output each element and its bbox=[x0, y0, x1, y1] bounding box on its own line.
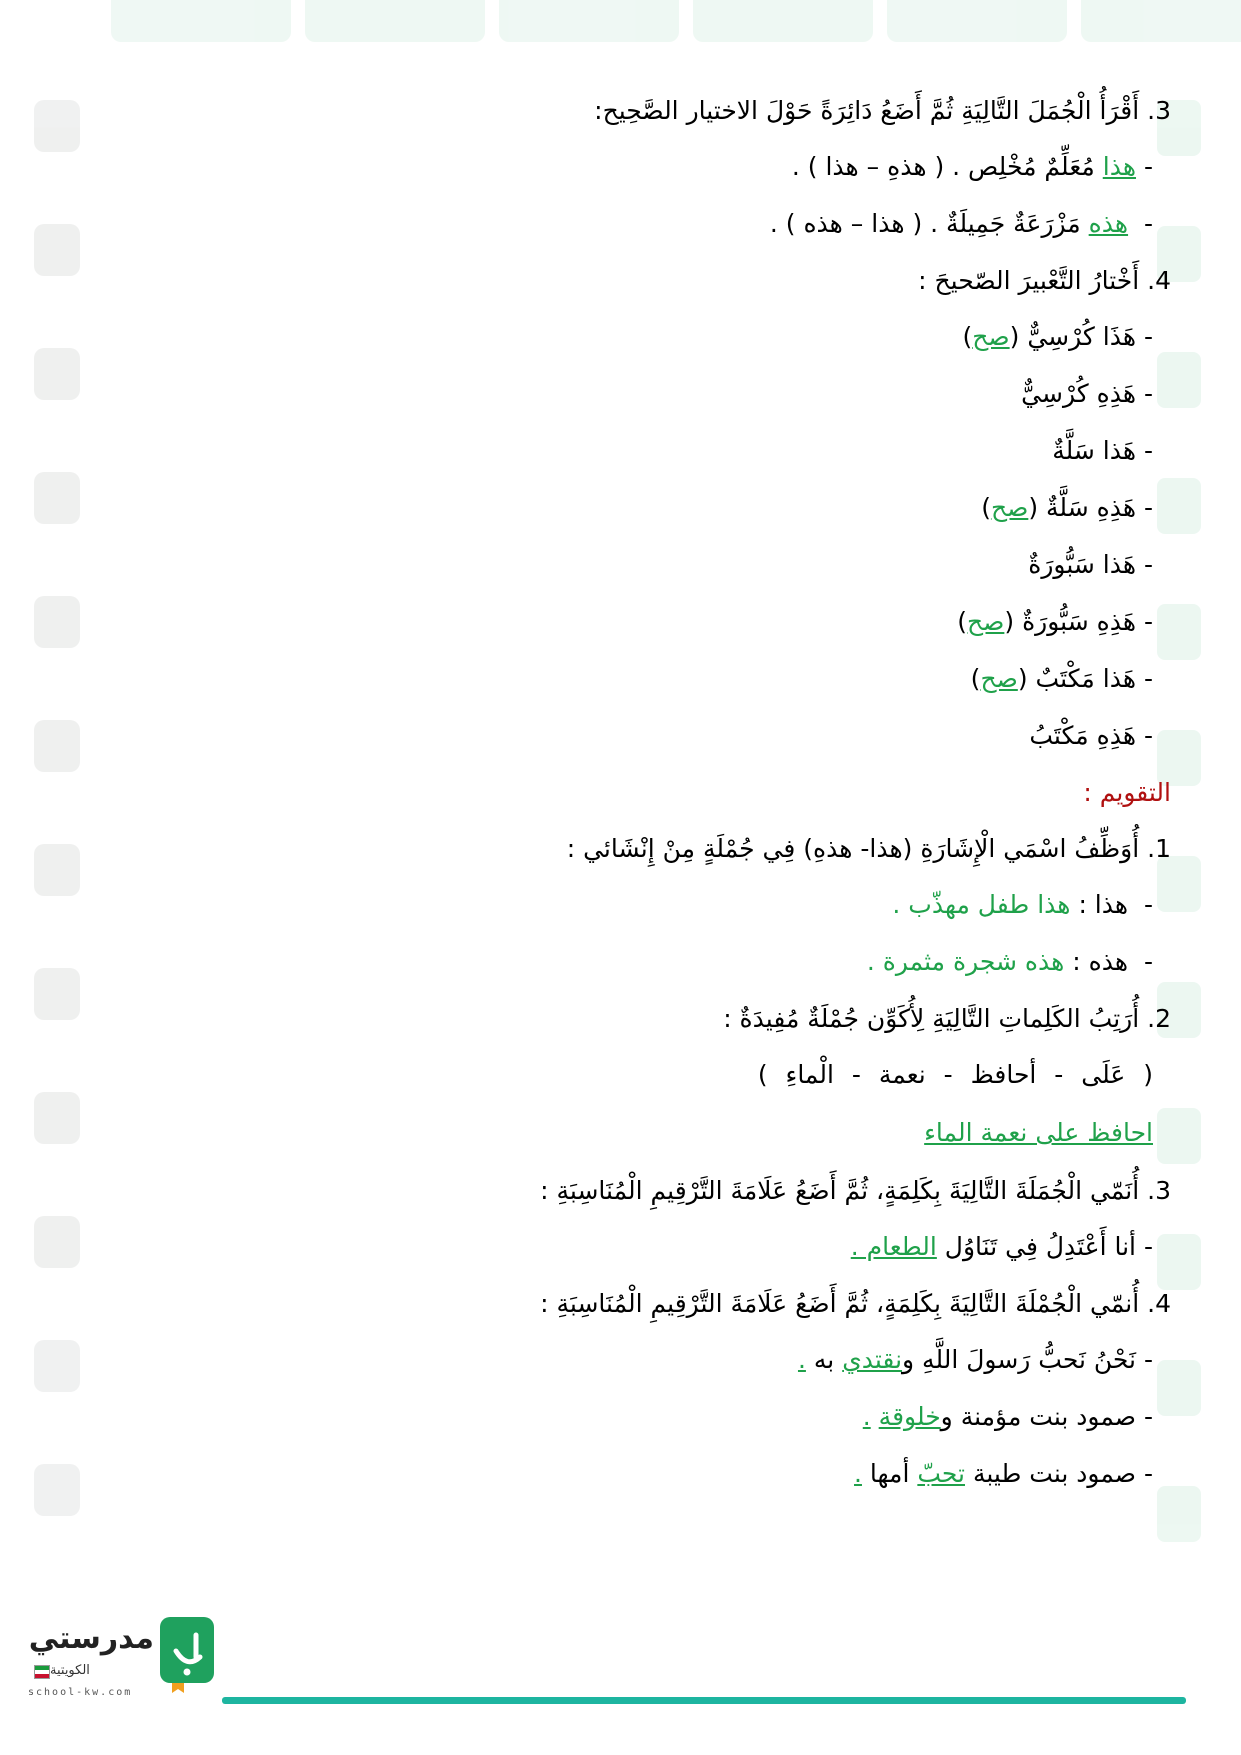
watermark-logo-icon bbox=[34, 1340, 80, 1392]
option-text: هَذا سَبُّورَةٌ bbox=[1028, 550, 1137, 579]
question-text: أَخْتارُ التَّعْبيرَ الصّحيحَ : bbox=[918, 266, 1140, 295]
question-text: أَقْرَأُ الْجُمَلَ التَّالِيَةِ ثُمَّ أَضَعُ دَائِرَةً حَوْلَ الاختيار الصَّحِيح: bbox=[594, 96, 1140, 125]
correct-mark: صح bbox=[967, 607, 1005, 636]
item-text: أمها bbox=[861, 1459, 918, 1488]
watermark-logo-icon bbox=[305, 0, 485, 42]
q4-option bbox=[91, 717, 1171, 774]
question-number: 1. bbox=[1147, 834, 1171, 863]
option-text: هَذِهِ سَلَّةٌ bbox=[1046, 493, 1137, 522]
worksheet-content bbox=[91, 92, 1171, 1512]
question-text: أُنَمّي الْجُمَلَةَ التَّالِيَةَ بِكَلِمَةٍ، ثُمَّ أَضَعُ عَلَامَةَ التَّرْقِيمِ الْمُنَاسِبَةِ : bbox=[540, 1176, 1140, 1205]
item-label: هذا : bbox=[1078, 890, 1129, 919]
answer-text: خلوقة bbox=[878, 1402, 941, 1431]
dash: - bbox=[1143, 1459, 1153, 1488]
watermark-logo-icon bbox=[34, 720, 80, 772]
dash: - bbox=[1143, 493, 1153, 522]
question-4 bbox=[91, 262, 1171, 318]
question-text: أُوَظِّفُ اسْمَي الْإِشَارَةِ (هذا- هذهِ) فِي جُمْلَةٍ مِنْ إِنْشَائي : bbox=[566, 834, 1140, 863]
e3-item bbox=[91, 1228, 1171, 1285]
watermark-logo-icon bbox=[499, 0, 679, 42]
punctuation-answer: . bbox=[862, 1402, 871, 1431]
answer-text: هذه شجرة مثمرة . bbox=[866, 947, 1065, 976]
question-number: 4. bbox=[1147, 266, 1171, 295]
option-text: هَذِهِ كُرْسِيٌّ bbox=[1021, 379, 1137, 408]
watermark-logo-icon bbox=[34, 968, 80, 1020]
dash: - bbox=[1143, 890, 1153, 919]
watermark-logo-icon bbox=[34, 1216, 80, 1268]
item-text: نَحْنُ نَحبُّ رَسولَ اللَّهِ و bbox=[902, 1345, 1137, 1374]
dash: - bbox=[1143, 1345, 1153, 1374]
q3-item bbox=[91, 148, 1171, 205]
watermark-logo-icon bbox=[887, 0, 1067, 42]
watermark-logo-icon bbox=[34, 472, 80, 524]
punctuation-answer: . bbox=[797, 1345, 806, 1374]
answer-text: هذا bbox=[1102, 152, 1137, 181]
logo-url: school-kw.com bbox=[28, 1687, 133, 1698]
dash: - bbox=[1143, 1402, 1153, 1431]
footer-divider bbox=[222, 1697, 1186, 1704]
logo-subtitle: الكويتية bbox=[50, 1663, 90, 1678]
question-number: 3. bbox=[1147, 1176, 1171, 1205]
q3-item bbox=[91, 205, 1171, 262]
answer-text: هذا طفل مهذّب . bbox=[892, 890, 1071, 919]
watermark-left-strip bbox=[30, 100, 80, 1580]
q4-option bbox=[91, 432, 1171, 489]
option-text: هَذا سَلَّةٌ bbox=[1052, 436, 1137, 465]
watermark-logo-icon bbox=[34, 844, 80, 896]
q4-option: - هَذَا كُرْسِيٌّ (صح) bbox=[962, 322, 1153, 351]
question-3 bbox=[91, 92, 1171, 148]
answer-text: هذه bbox=[1088, 209, 1129, 238]
dash: - bbox=[1143, 550, 1153, 579]
correct-mark: صح bbox=[972, 322, 1010, 351]
answer-text: احافظ على نعمة الماء bbox=[924, 1118, 1153, 1147]
question-text: أُرَتِبُ الكَلِماتِ التَّالِيَةِ لِأُكَوِّن جُمْلَةٌ مُفِيدَةٌ : bbox=[723, 1004, 1140, 1033]
e1-item bbox=[91, 886, 1171, 943]
e4-item bbox=[91, 1398, 1171, 1455]
e4-item bbox=[91, 1455, 1171, 1512]
dash: - bbox=[1143, 664, 1153, 693]
item-label: هذه : bbox=[1072, 947, 1129, 976]
correct-mark: صح bbox=[980, 664, 1018, 693]
option-text: هَذِهِ مَكْتَبُ bbox=[1029, 721, 1137, 750]
item-text: به bbox=[805, 1345, 843, 1374]
evaluation-question-4 bbox=[91, 1285, 1171, 1341]
dash: - bbox=[1143, 152, 1153, 181]
option-text: هَذِهِ سَبُّورَةٌ bbox=[1022, 607, 1137, 636]
dash: - bbox=[1143, 607, 1153, 636]
e4-item bbox=[91, 1341, 1171, 1398]
item-text bbox=[871, 1402, 879, 1431]
evaluation-question-3 bbox=[91, 1172, 1171, 1228]
q4-option: - هَذِهِ سَلَّةٌ (صح) bbox=[981, 493, 1153, 522]
watermark-logo-icon bbox=[34, 100, 80, 152]
item-text: مَزْرَعَةٌ جَمِيلَةٌ . ( هذا – هذه ) . bbox=[769, 209, 1089, 238]
watermark-logo-icon bbox=[34, 596, 80, 648]
punctuation-answer: . bbox=[854, 1459, 862, 1488]
dash: - bbox=[1143, 379, 1153, 408]
e2-answer-row bbox=[91, 1114, 1171, 1172]
question-number: 2. bbox=[1147, 1004, 1171, 1033]
question-number: 3. bbox=[1147, 96, 1171, 125]
evaluation-question-2 bbox=[91, 1000, 1171, 1056]
item-text: صمود بنت طيبة bbox=[965, 1459, 1137, 1488]
dash: - bbox=[1143, 322, 1153, 351]
answer-text: تحبّ bbox=[917, 1459, 965, 1488]
watermark-logo-icon bbox=[34, 1092, 80, 1144]
q4-option bbox=[91, 375, 1171, 432]
dash: - bbox=[1143, 721, 1153, 750]
logo-name: مدرستي bbox=[28, 1621, 154, 1656]
watermark-logo-icon bbox=[1081, 0, 1241, 42]
logo-book-icon bbox=[158, 1617, 216, 1697]
answer-text: نقتدي bbox=[842, 1345, 903, 1374]
watermark-logo-icon bbox=[111, 0, 291, 42]
option-text: هَذَا كُرْسِيٌّ bbox=[1027, 322, 1137, 351]
watermark-logo-icon bbox=[34, 1464, 80, 1516]
word-list: ( عَلَى - أحافظ - نعمة - الْماءِ ) bbox=[757, 1060, 1153, 1089]
dash: - bbox=[1143, 209, 1153, 238]
site-logo[interactable] bbox=[26, 1617, 211, 1713]
watermark-logo-icon bbox=[34, 224, 80, 276]
q4-option bbox=[91, 546, 1171, 603]
q4-option: - هَذِهِ سَبُّورَةٌ (صح) bbox=[957, 607, 1153, 636]
answer-text: الطعام . bbox=[850, 1232, 937, 1261]
question-text: أُنمّي الْجُمْلَةَ التَّالِيَةَ بِكَلِمَةٍ، ثُمَّ أَضَعُ عَلَامَةَ التَّرْقِيمِ الْمُنَاسِبَةِ : bbox=[540, 1289, 1140, 1318]
dash: - bbox=[1143, 436, 1153, 465]
evaluation-heading: التقويم : bbox=[1083, 778, 1171, 807]
question-number: 4. bbox=[1147, 1289, 1171, 1318]
watermark-logo-icon bbox=[34, 348, 80, 400]
option-text: هَذا مَكْتَبٌ bbox=[1035, 664, 1137, 693]
item-text: أنا أَعْتَدِلُ فِي تَنَاوُل bbox=[936, 1232, 1137, 1261]
kuwait-flag-icon bbox=[34, 1665, 50, 1679]
dash: - bbox=[1143, 1232, 1153, 1261]
item-text: صمود بنت مؤمنة و bbox=[940, 1402, 1137, 1431]
correct-mark: صح bbox=[990, 493, 1029, 522]
dash: - bbox=[1143, 947, 1153, 976]
watermark-top-strip bbox=[0, 0, 1241, 58]
item-text: مُعَلِّمٌ مُخْلِص . ( هذهِ – هذا ) . bbox=[791, 152, 1103, 181]
watermark-logo-icon bbox=[693, 0, 873, 42]
evaluation-question-1 bbox=[91, 830, 1171, 886]
e1-item bbox=[91, 943, 1171, 1000]
q4-option: - هَذا مَكْتَبٌ (صح) bbox=[970, 664, 1153, 693]
